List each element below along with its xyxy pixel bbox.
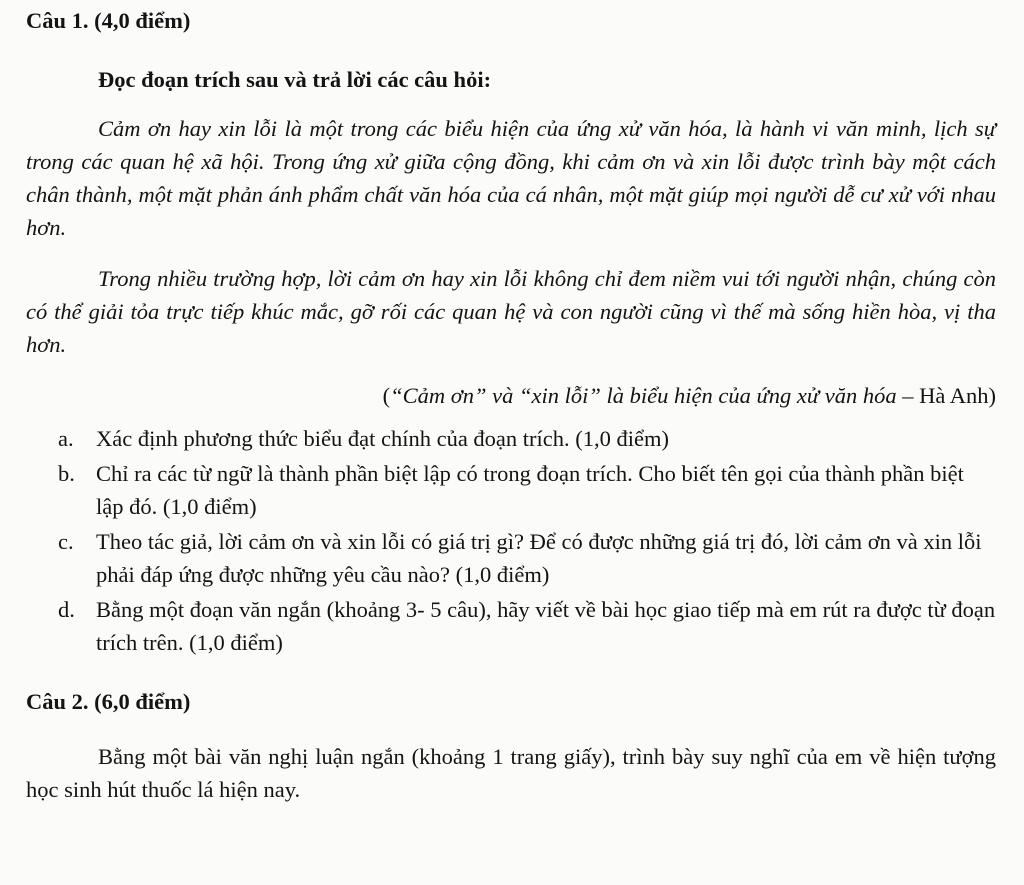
task-item-d: [58, 593, 996, 659]
source-title: “Cảm ơn” và “xin lỗi” là biểu hiện của ứng xử văn hóa: [390, 383, 897, 408]
passage-paragraph-1: Cảm ơn hay xin lỗi là một trong các biểu hiện của ứng xử văn hóa, là hành vi văn minh, lịch sự trong các quan hệ xã hội. Trong ứng xử giữa cộng đồng, khi cảm ơn và xin lỗi được trình bày một cách chân thành, một mặt phản ánh phẩm chất văn hóa của cá nhân, một mặt giúp mọi người dễ cư xử với nhau hơn.: [26, 116, 996, 240]
task-letter: a.: [58, 426, 74, 451]
question-1-tasks: [26, 422, 996, 659]
task-item-b: [58, 457, 996, 523]
task-letter: b.: [58, 461, 75, 486]
question-1-title: Câu 1. (4,0 điểm): [26, 8, 191, 33]
task-item-a: [58, 422, 996, 455]
question-2-title: Câu 2. (6,0 điểm): [26, 689, 191, 714]
passage-paragraph-2: Trong nhiều trường hợp, lời cảm ơn hay xin lỗi không chỉ đem niềm vui tới người nhận, chúng còn có thể giải tỏa trực tiếp khúc mắc, gỡ rối các quan hệ và con người cũng vì thế mà sống hiền hòa, vị tha hơn.: [26, 266, 996, 357]
task-text: Chỉ ra các từ ngữ là thành phần biệt lập có trong đoạn trích. Cho biết tên gọi của thành phần biệt lập đó. (1,0 điểm): [96, 461, 964, 519]
essay-prompt: Bằng một bài văn nghị luận ngắn (khoảng 1 trang giấy), trình bày suy nghĩ của em về hiện tượng học sinh hút thuốc lá hiện nay.: [26, 744, 996, 802]
reading-instruction: Đọc đoạn trích sau và trả lời các câu hỏi:: [98, 67, 492, 92]
task-item-c: [58, 525, 996, 591]
task-text: Theo tác giả, lời cảm ơn và xin lỗi có giá trị gì? Để có được những giá trị đó, lời cảm ơn và xin lỗi phải đáp ứng được những yêu cầu nào? (1,0 điểm): [96, 529, 982, 587]
passage-source: [26, 379, 996, 412]
source-open-paren: (: [382, 383, 391, 408]
task-text: Bằng một đoạn văn ngắn (khoảng 3- 5 câu), hãy viết về bài học giao tiếp mà em rút ra được từ đoạn trích trên. (1,0 điểm): [96, 597, 996, 655]
task-letter: d.: [58, 597, 75, 622]
task-text: Xác định phương thức biểu đạt chính của đoạn trích. (1,0 điểm): [96, 426, 670, 451]
task-letter: c.: [58, 529, 74, 554]
source-author: – Hà Anh): [896, 383, 996, 408]
